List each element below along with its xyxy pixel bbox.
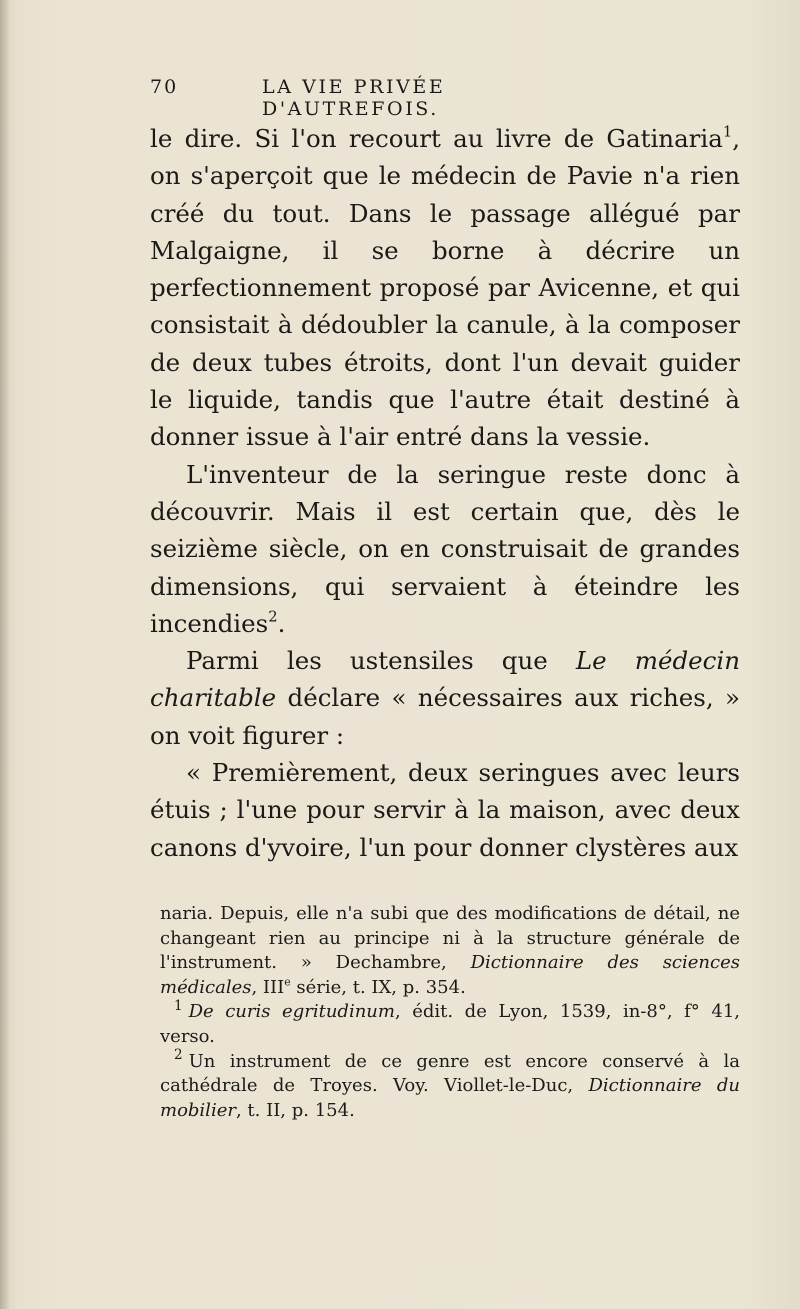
footnote-1-text: , édit. de Lyon, 1539, in-8°, f° 41, verso. [160,1001,740,1047]
paragraph-3 [150,642,740,754]
footnotes [160,902,740,1123]
paragraph-2-text-b: . [277,608,286,638]
paragraph-2-text-a: L'inventeur de la seringue reste donc à découvrir. Mais il est certain que, dès le seizième siècle, on en construisait de grandes dimensions, qui servaient à éteindre les incendies [150,459,740,638]
footnote-2-title: Dictionnaire du mobilier [160,1075,740,1121]
page-number: 70 [150,76,179,98]
footnote-1-title: De curis egritudinum [188,1001,395,1023]
footnote-2-text-b: , t. II, p. 154. [235,1099,355,1121]
footnote-1 [160,997,740,1049]
paragraph-1 [150,120,740,456]
paragraph-1-text-b: , on s'aperçoit que le médecin de Pavie n'a rien créé du tout. Dans le passage allégué par Malgaigne, il se borne à décrire un perfectionnement proposé par Avicenne, et qui consistait à dédoubler la canule, à la composer de deux tubes étroits, dont l'un devait guider le liquide, tandis que l'autre était destiné à donner issue à l'air entré dans la vessie. [150,124,740,452]
running-title: LA VIE PRIVÉE D'AUTREFOIS. [262,76,446,120]
paragraph-4-text: « Premièrement, deux seringues avec leurs étuis ; l'une pour servir à la maison, avec deux canons d'yvoire, l'un pour donner clystères aux [150,758,740,862]
paragraph-3-text-a: Parmi les ustensiles que [186,646,576,676]
gutter-shadow [0,0,10,1309]
paragraph-3-text-b: déclare « nécessaires aux riches, » on voit figurer : [150,683,740,750]
footnote-continuation-text-b: , III [251,976,285,998]
paragraph-1-text-a: le dire. Si l'on recourt au livre de Gatinaria [150,124,723,153]
footnote-continuation-text-c: série, t. IX, p. 354. [290,976,466,998]
main-text [150,120,740,866]
paragraph-2 [150,456,740,642]
footnote-continuation-sup: e [284,975,291,989]
footnote-2-text-a: Un instrument de ce genre est encore conservé à la cathédrale de Troyes. Voy. Viollet-le-Duc, [160,1050,740,1097]
footnote-continuation [160,902,740,1000]
footnote-continuation-text-a: naria. Depuis, elle n'a subi que des modifications de détail, ne changeant rien au principe ni à la structure générale de l'instrument. » Dechambre, [160,903,740,974]
footnote-2-label: 2 [174,1047,183,1064]
footnote-ref-1: 1 [722,123,733,141]
running-head [150,72,630,120]
paragraph-3-book-title: Le médecin charitable [150,646,740,713]
footnote-1-label: 1 [174,997,183,1014]
footnote-ref-2: 2 [268,608,278,626]
footnote-continuation-title: Dictionnaire des sciences médicales [160,952,740,998]
paragraph-4 [150,754,740,866]
footnote-2 [160,1047,740,1124]
